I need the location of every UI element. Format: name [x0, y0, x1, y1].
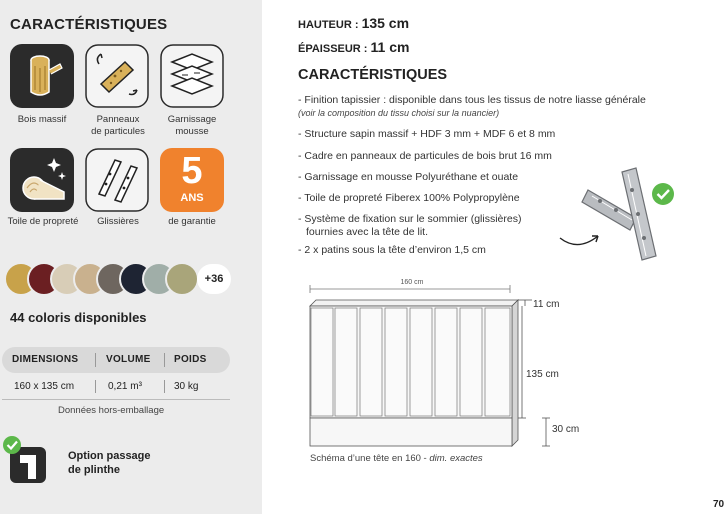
diagram-caption: Schéma d’une tête en 160 - dim. exactes — [310, 453, 483, 464]
warranty-years: 5 — [181, 150, 203, 192]
bullet-structure: - Structure sapin massif + HDF 3 mm + MDF 6 et 8 mm — [298, 128, 556, 140]
label-foam-padding: Garnissage mousse — [167, 114, 217, 137]
warranty-unit: ANS — [180, 192, 204, 204]
header-dimensions: DIMENSIONS — [12, 354, 79, 365]
slides-icon — [85, 148, 149, 212]
table-divider — [2, 399, 230, 400]
label-protective-fabric: Toile de propreté — [7, 216, 79, 227]
bullet-finish: - Finition tapissier : disponible dans tous les tissus de notre liasse générale (voir la composition du tissu choisi sur la nuancier) — [298, 94, 646, 118]
bullet-fixing: - Système de fixation sur le sommier (glissières) — [298, 213, 522, 225]
label-slides: Glissières — [97, 216, 139, 227]
bullet-pads: - 2 x patins sous la tête d’environ 1,5 cm — [298, 244, 486, 256]
bullet-frame: - Cadre en panneaux de particules de bois brut 16 mm — [298, 150, 552, 162]
base-label: 30 cm — [552, 424, 580, 435]
warranty-badge-icon — [160, 148, 224, 212]
slides-hardware-image — [558, 160, 684, 270]
thickness-label: 11 cm — [533, 299, 560, 310]
particle-board-icon — [85, 44, 149, 108]
dimensions-header — [2, 347, 230, 373]
bullet-padding: - Garnissage en mousse Polyuréthane et ouate — [298, 171, 519, 183]
bullet-fixing-cont: fournies avec la tête de lit. — [306, 226, 428, 238]
baseboard-option: Option passage de plinthe — [68, 450, 151, 476]
header-divider — [164, 353, 165, 367]
baseboard-option-icon — [2, 435, 54, 487]
label-solid-wood: Bois massif — [17, 114, 67, 125]
color-swatch[interactable] — [165, 262, 199, 296]
height-label: 135 cm — [526, 369, 559, 380]
colors-count: 44 coloris disponibles — [10, 310, 147, 325]
value-divider — [164, 380, 165, 393]
width-label: 160 cm — [400, 279, 424, 286]
left-panel — [0, 0, 262, 514]
value-weight: 30 kg — [174, 381, 199, 392]
left-title: CARACTÉRISTIQUES — [10, 16, 168, 33]
headboard-base — [310, 418, 512, 446]
page-number: 70 — [713, 499, 725, 510]
thickness-spec: ÉPAISSEUR : 11 cm — [298, 39, 410, 55]
protective-fabric-icon — [10, 148, 74, 212]
value-volume: 0,21 m³ — [108, 381, 142, 392]
header-volume: VOLUME — [106, 354, 151, 365]
solid-wood-icon — [10, 44, 74, 108]
label-warranty: de garantie — [168, 216, 216, 227]
foam-padding-icon — [160, 44, 224, 108]
headboard-diagram — [300, 270, 600, 450]
bullet-fabric: - Toile de propreté Fiberex 100% Polypropylène — [298, 192, 520, 204]
value-dimensions: 160 x 135 cm — [14, 381, 75, 392]
more-colors-badge[interactable]: +36 — [197, 264, 231, 294]
header-divider — [95, 353, 96, 367]
header-weight: POIDS — [174, 354, 207, 365]
packaging-note: Données hors-emballage — [58, 405, 165, 416]
right-title: CARACTÉRISTIQUES — [298, 67, 448, 83]
label-particle-board: Panneaux de particules — [91, 114, 145, 137]
value-divider — [95, 380, 96, 393]
height-spec: HAUTEUR : 135 cm — [298, 15, 410, 31]
